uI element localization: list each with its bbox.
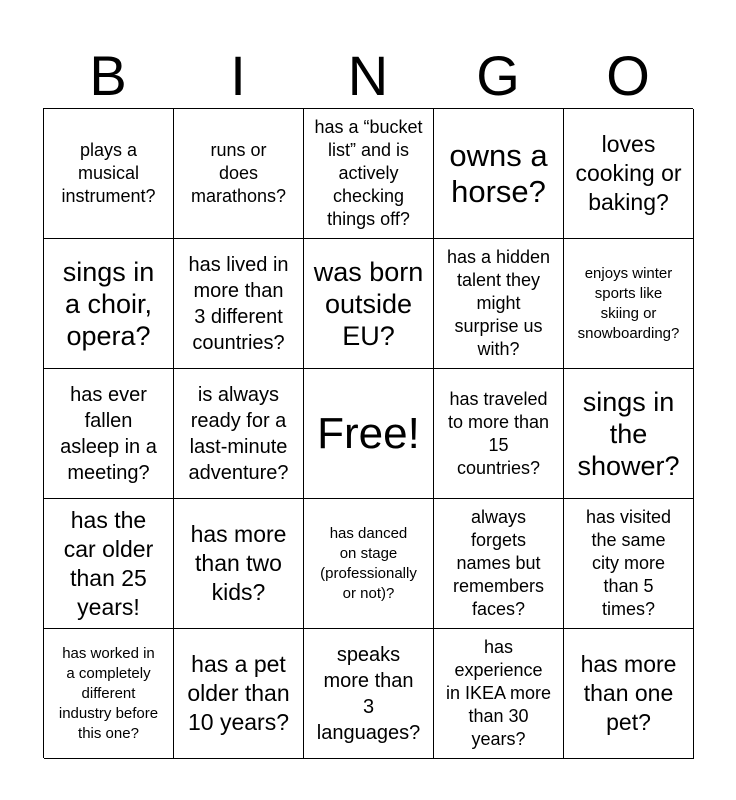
cell-text: has experience in IKEA more than 30 years? bbox=[445, 637, 552, 749]
bingo-cell[interactable] bbox=[564, 239, 694, 369]
bingo-cell[interactable] bbox=[174, 629, 304, 759]
bingo-board bbox=[43, 108, 693, 758]
bingo-cell[interactable] bbox=[564, 499, 694, 629]
cell-text: has lived in more than 3 different countries? bbox=[188, 253, 289, 354]
cell-text: has ever fallen asleep in a meeting? bbox=[60, 383, 157, 484]
cell-text: has more than two kids? bbox=[190, 521, 287, 605]
cell-text: has traveled to more than 15 countries? bbox=[447, 388, 550, 478]
cell-text: owns a horse? bbox=[449, 137, 548, 209]
free-cell-text: Free! bbox=[317, 408, 420, 458]
bingo-cell[interactable] bbox=[44, 369, 174, 499]
cell-text: has more than one pet? bbox=[580, 651, 677, 735]
cell-text: runs or does marathons? bbox=[190, 140, 287, 206]
cell-text: sings in a choir, opera? bbox=[62, 256, 155, 351]
bingo-cell[interactable] bbox=[564, 369, 694, 499]
cell-text: has visited the same city more than 5 times? bbox=[585, 507, 672, 619]
bingo-cell[interactable] bbox=[44, 629, 174, 759]
cell-text: has worked in a completely different industry before this one? bbox=[58, 644, 159, 742]
bingo-cell[interactable] bbox=[304, 109, 434, 239]
bingo-cell[interactable] bbox=[434, 109, 564, 239]
bingo-cell[interactable] bbox=[174, 239, 304, 369]
header-letter-o: O bbox=[606, 44, 650, 107]
bingo-cell[interactable] bbox=[434, 499, 564, 629]
bingo-cell[interactable] bbox=[434, 629, 564, 759]
cell-text: always forgets names but remembers faces? bbox=[452, 507, 545, 619]
cell-text: sings in the shower? bbox=[577, 386, 680, 481]
bingo-cell[interactable] bbox=[564, 629, 694, 759]
cell-text: speaks more than 3 languages? bbox=[316, 643, 421, 744]
header-letter-b: B bbox=[89, 44, 127, 107]
bingo-cell[interactable] bbox=[44, 499, 174, 629]
bingo-cell[interactable] bbox=[174, 109, 304, 239]
cell-text: has a “bucket list” and is actively checking things off? bbox=[314, 117, 423, 229]
bingo-cell[interactable] bbox=[44, 109, 174, 239]
bingo-cell[interactable] bbox=[304, 499, 434, 629]
header-letter-n: N bbox=[347, 44, 389, 107]
bingo-header bbox=[43, 44, 693, 108]
free-cell[interactable] bbox=[304, 369, 434, 499]
bingo-cell[interactable] bbox=[564, 109, 694, 239]
cell-text: has a hidden talent they might surprise us with? bbox=[446, 247, 551, 359]
bingo-cell[interactable] bbox=[434, 239, 564, 369]
cell-text: enjoys winter sports like skiing or snowboarding? bbox=[577, 264, 680, 342]
header-letter-i: I bbox=[230, 44, 246, 107]
cell-text: loves cooking or baking? bbox=[575, 131, 682, 215]
cell-text: plays a musical instrument? bbox=[61, 140, 156, 206]
bingo-cell[interactable] bbox=[304, 629, 434, 759]
cell-text: has the car older than 25 years! bbox=[63, 506, 154, 620]
bingo-cell[interactable] bbox=[434, 369, 564, 499]
cell-text: is always ready for a last-minute adventure? bbox=[188, 383, 289, 484]
cell-text: was born outside EU? bbox=[313, 256, 424, 351]
bingo-cell[interactable] bbox=[44, 239, 174, 369]
header-letter-g: G bbox=[476, 44, 520, 107]
cell-text: has danced on stage (professionally or not)? bbox=[320, 524, 417, 602]
bingo-cell[interactable] bbox=[174, 369, 304, 499]
bingo-cell[interactable] bbox=[304, 239, 434, 369]
bingo-cell[interactable] bbox=[174, 499, 304, 629]
cell-text: has a pet older than 10 years? bbox=[187, 651, 290, 735]
